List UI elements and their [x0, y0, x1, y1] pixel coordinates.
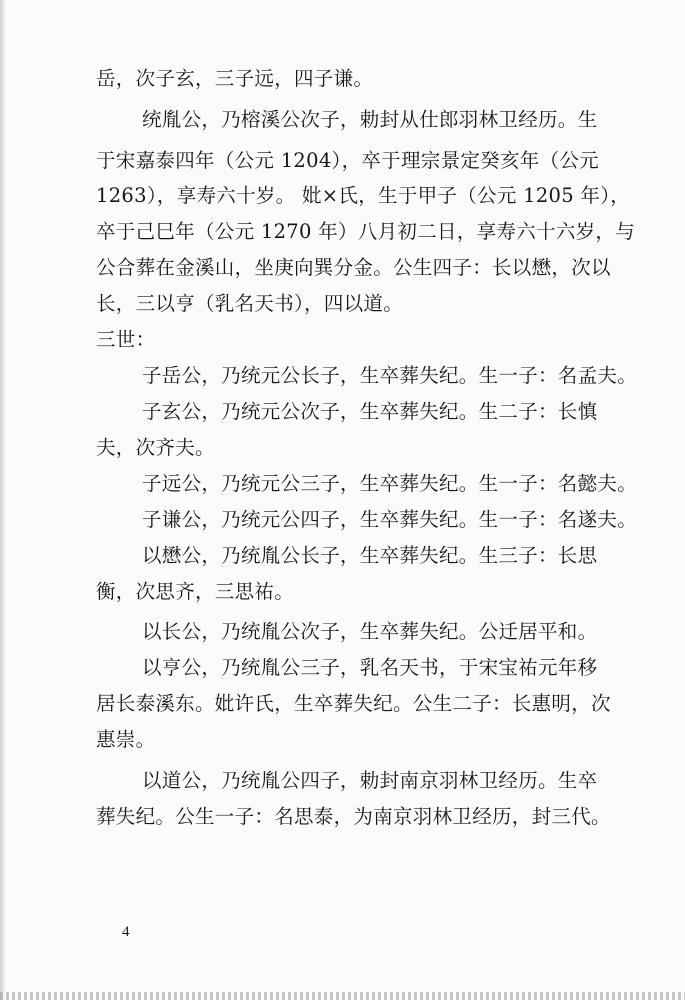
scan-edge-shadow	[0, 0, 6, 1000]
text-line: 于宋嘉泰四年（公元 1204），卒于理宗景定癸亥年（公元	[96, 149, 599, 172]
text-line: 以长公，乃统胤公次子，生卒葬失纪。公迁居平和。	[142, 620, 598, 643]
scan-edge-bottom	[0, 992, 685, 1000]
text-line: 子岳公，乃统元公长子，生卒葬失纪。生一子：名孟夫。	[142, 364, 638, 387]
page-number: 4	[122, 924, 130, 940]
text-line: 卒于己巳年（公元 1270 年）八月初二日，享寿六十六岁，与	[96, 220, 636, 243]
text-line: 居长泰溪东。妣许氏，生卒葬失纪。公生二子：长惠明，次	[96, 692, 611, 715]
text-line: 子玄公，乃统元公次子，生卒葬失纪。生二子：长慎	[142, 400, 598, 423]
text-line: 葬失纪。公生一子：名思泰，为南京羽林卫经历，封三代。	[96, 805, 611, 828]
text-line: 统胤公，乃榕溪公次子，勅封从仕郎羽林卫经历。生	[142, 108, 598, 131]
section-heading: 三世：	[96, 328, 156, 351]
text-line: 以亨公，乃统胤公三子，乳名天书，于宋宝祐元年移	[142, 656, 598, 679]
text-line: 长，三以亨（乳名天书），四以道。	[96, 292, 404, 315]
text-line: 以懋公，乃统胤公长子，生卒葬失纪。生三子：长思	[142, 544, 598, 567]
text-line: 以道公，乃统胤公四子，勅封南京羽林卫经历。生卒	[142, 769, 598, 792]
text-line: 公合葬在金溪山，坐庚向巽分金。公生四子：长以懋，次以	[96, 256, 611, 279]
text-line: 1263），享寿六十岁。 妣×氏，生于甲子（公元 1205 年），	[96, 184, 631, 207]
text-line: 惠崇。	[96, 728, 156, 751]
text-line: 岳，次子玄，三子远，四子谦。	[96, 67, 374, 90]
text-line: 夫，次齐夫。	[96, 436, 215, 459]
text-line: 子谦公，乃统元公四子，生卒葬失纪。生一子：名遂夫。	[142, 508, 638, 531]
text-line: 衡，次思齐，三思祐。	[96, 580, 295, 603]
text-line: 子远公，乃统元公三子，生卒葬失纪。生一子：名懿夫。	[142, 472, 638, 495]
